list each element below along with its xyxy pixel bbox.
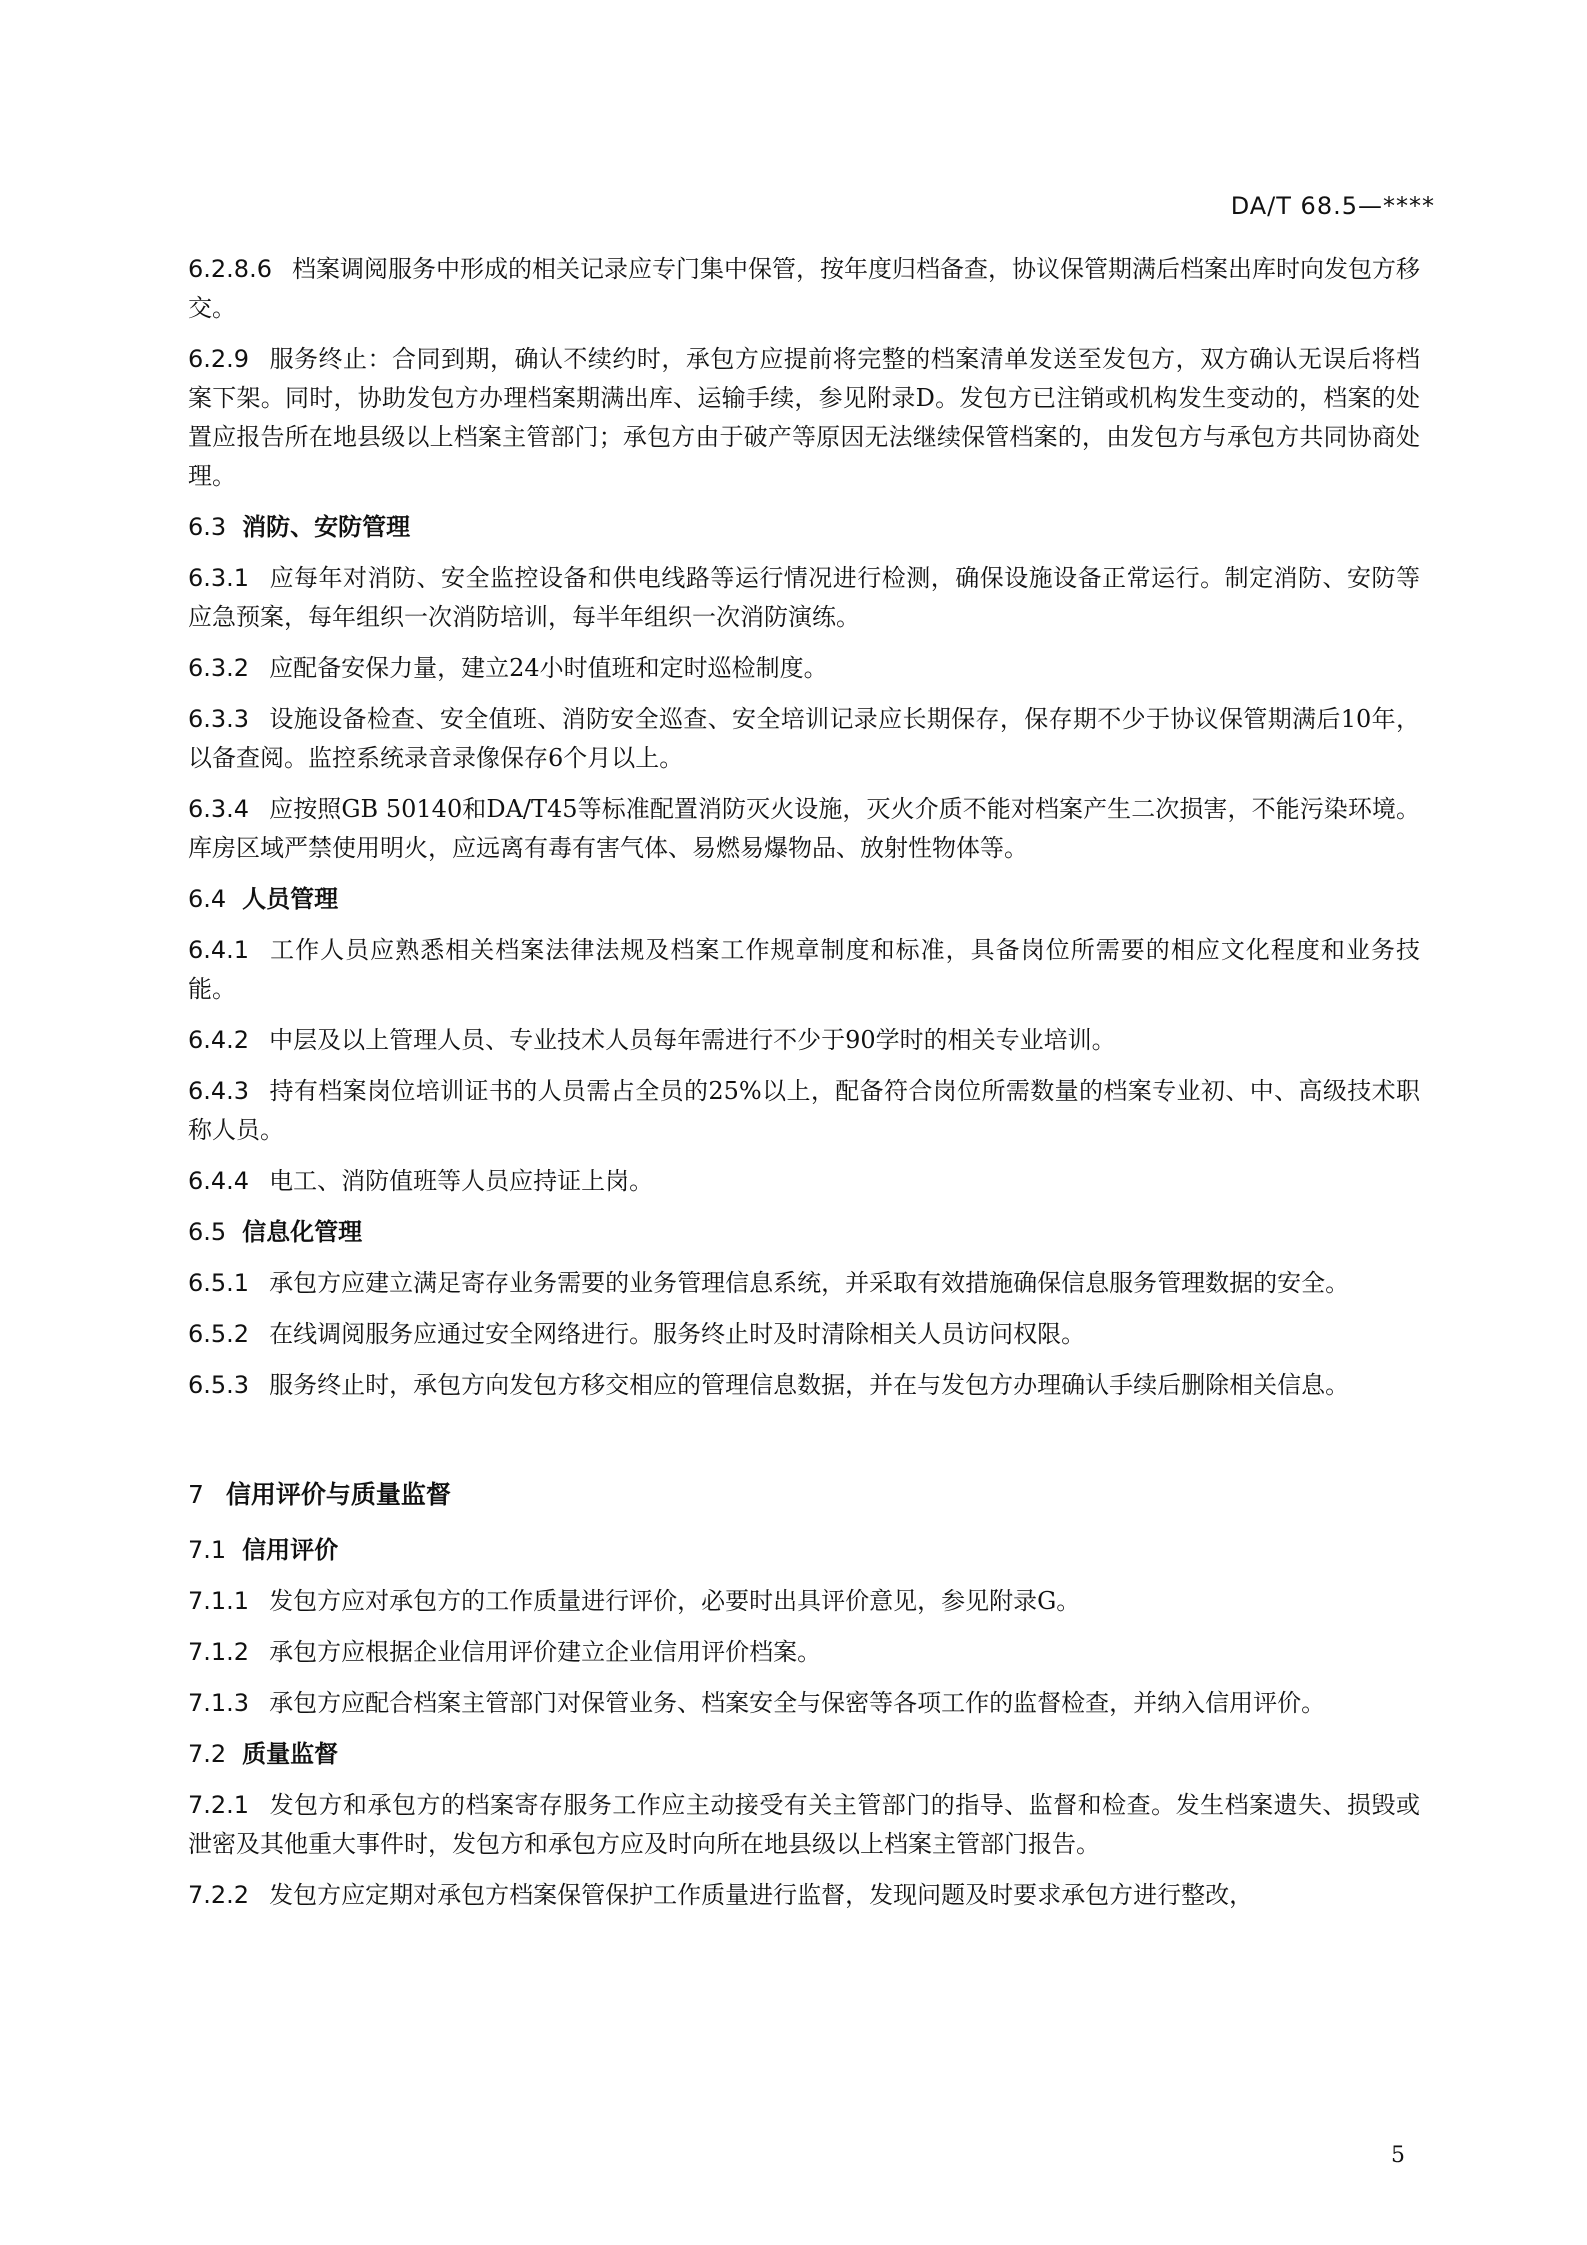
clause-text: 发包方和承包方的档案寄存服务工作应主动接受有关主管部门的指导、监督和检查。发生档案遗失、损毁或泄密及其他重大事件时，发包方和承包方应及时向所在地县级以上档案主管部门报告。 <box>188 1791 1420 1858</box>
clause-6-3-2 <box>188 649 1420 688</box>
clause-number: 6.5.3 <box>188 1371 250 1399</box>
clause-number: 6.3.2 <box>188 654 250 682</box>
section-number: 6.5 <box>188 1218 227 1246</box>
clause-text: 设施设备检查、安全值班、消防安全巡查、安全培训记录应长期保存，保存期不少于协议保管期满后10年，以备查阅。监控系统录音录像保存6个月以上。 <box>188 705 1420 772</box>
clause-6-3-1 <box>188 559 1420 637</box>
clause-6-3-4 <box>188 790 1420 868</box>
clause-text: 发包方应定期对承包方档案保管保护工作质量进行监督，发现问题及时要求承包方进行整改， <box>269 1881 1254 1909</box>
clause-7-1-2 <box>188 1633 1420 1672</box>
section-number: 6.3 <box>188 513 227 541</box>
clause-text: 承包方应建立满足寄存业务需要的业务管理信息系统，并采取有效措施确保信息服务管理数据的安全。 <box>269 1269 1350 1297</box>
clause-text: 应配备安保力量，建立24小时值班和定时巡检制度。 <box>269 654 828 682</box>
section-heading-7-1 <box>188 1531 1420 1570</box>
clause-text: 应按照GB 50140和DA/T45等标准配置消防灭火设施，灭火介质不能对档案产生二次损害，不能污染环境。库房区域严禁使用明火，应远离有毒有害气体、易燃易爆物品、放射性物体等。 <box>188 795 1420 862</box>
page-number: 5 <box>1391 2143 1405 2168</box>
section-title: 质量监督 <box>242 1740 339 1768</box>
clause-number: 7.1.1 <box>188 1587 250 1615</box>
clause-7-2-2 <box>188 1876 1420 1915</box>
section-heading-6-3 <box>188 508 1420 547</box>
clause-7-1-1 <box>188 1582 1420 1621</box>
clause-number: 7.2.1 <box>188 1791 250 1819</box>
clause-number: 7.1.2 <box>188 1638 250 1666</box>
clause-number: 6.4.1 <box>188 936 250 964</box>
clause-7-1-3 <box>188 1684 1420 1723</box>
document-body <box>188 250 1420 1927</box>
chapter-title: 信用评价与质量监督 <box>225 1480 451 1509</box>
clause-number: 6.2.9 <box>188 345 250 373</box>
clause-text: 服务终止：合同到期，确认不续约时，承包方应提前将完整的档案清单发送至发包方，双方确认无误后将档案下架。同时，协助发包方办理档案期满出库、运输手续，参见附录D。发包方已注销或机构发生变动的，档案的处置应报告所在地县级以上档案主管部门；承包方由于破产等原因无法继续保管档案的，由发包方与承包方共同协商处理。 <box>188 345 1420 490</box>
clause-number: 6.2.8.6 <box>188 255 272 283</box>
section-number: 7.2 <box>188 1740 227 1768</box>
document-code: DA/T 68.5—**** <box>1230 192 1435 220</box>
clause-text: 承包方应配合档案主管部门对保管业务、档案安全与保密等各项工作的监督检查，并纳入信用评价。 <box>269 1689 1326 1717</box>
clause-6-5-3 <box>188 1366 1420 1405</box>
clause-number: 7.1.3 <box>188 1689 250 1717</box>
clause-text: 承包方应根据企业信用评价建立企业信用评价档案。 <box>269 1638 822 1666</box>
clause-6-3-3 <box>188 700 1420 778</box>
clause-number: 6.4.3 <box>188 1077 250 1105</box>
clause-text: 发包方应对承包方的工作质量进行评价，必要时出具评价意见，参见附录G。 <box>269 1587 1081 1615</box>
clause-text: 中层及以上管理人员、专业技术人员每年需进行不少于90学时的相关专业培训。 <box>269 1026 1116 1054</box>
clause-number: 6.5.1 <box>188 1269 250 1297</box>
clause-6-4-1 <box>188 931 1420 1009</box>
clause-number: 6.3.1 <box>188 564 250 592</box>
section-number: 7.1 <box>188 1536 227 1564</box>
clause-text: 服务终止时，承包方向发包方移交相应的管理信息数据，并在与发包方办理确认手续后删除相关信息。 <box>269 1371 1350 1399</box>
section-title: 人员管理 <box>242 885 339 913</box>
clause-text: 持有档案岗位培训证书的人员需占全员的25%以上，配备符合岗位所需数量的档案专业初、中、高级技术职称人员。 <box>188 1077 1420 1144</box>
clause-text: 档案调阅服务中形成的相关记录应专门集中保管，按年度归档备查，协议保管期满后档案出库时向发包方移交。 <box>188 255 1420 322</box>
clause-6-5-1 <box>188 1264 1420 1303</box>
clause-6-4-4 <box>188 1162 1420 1201</box>
section-title: 信息化管理 <box>242 1218 363 1246</box>
clause-text: 电工、消防值班等人员应持证上岗。 <box>269 1167 654 1195</box>
clause-number: 6.4.4 <box>188 1167 250 1195</box>
clause-number: 6.4.2 <box>188 1026 250 1054</box>
clause-number: 7.2.2 <box>188 1881 250 1909</box>
chapter-heading-7 <box>188 1475 1420 1515</box>
clause-6-4-3 <box>188 1072 1420 1150</box>
clause-text: 应每年对消防、安全监控设备和供电线路等运行情况进行检测，确保设施设备正常运行。制定消防、安防等应急预案，每年组织一次消防培训，每半年组织一次消防演练。 <box>188 564 1420 631</box>
clause-number: 6.5.2 <box>188 1320 250 1348</box>
clause-6-2-8-6 <box>188 250 1420 328</box>
clause-6-4-2 <box>188 1021 1420 1060</box>
clause-number: 6.3.3 <box>188 705 250 733</box>
section-heading-7-2 <box>188 1735 1420 1774</box>
section-heading-6-4 <box>188 880 1420 919</box>
section-number: 6.4 <box>188 885 227 913</box>
section-title: 消防、安防管理 <box>242 513 411 541</box>
section-heading-6-5 <box>188 1213 1420 1252</box>
clause-7-2-1 <box>188 1786 1420 1864</box>
chapter-number: 7 <box>188 1480 204 1509</box>
clause-number: 6.3.4 <box>188 795 250 823</box>
clause-6-5-2 <box>188 1315 1420 1354</box>
clause-text: 在线调阅服务应通过安全网络进行。服务终止时及时清除相关人员访问权限。 <box>269 1320 1086 1348</box>
section-title: 信用评价 <box>242 1536 339 1564</box>
clause-6-2-9 <box>188 340 1420 496</box>
clause-text: 工作人员应熟悉相关档案法律法规及档案工作规章制度和标准，具备岗位所需要的相应文化程度和业务技能。 <box>188 936 1420 1003</box>
